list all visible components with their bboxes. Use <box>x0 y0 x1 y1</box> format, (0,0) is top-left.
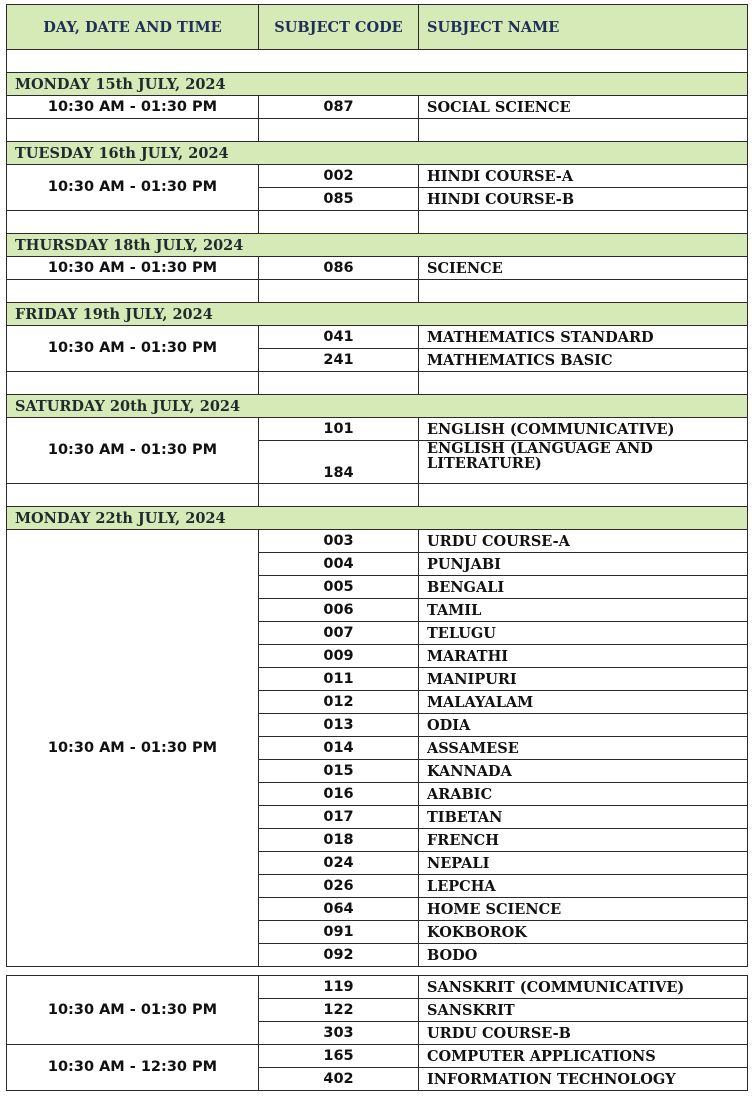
blank-row <box>7 50 748 73</box>
subject-name: FRENCH <box>419 829 748 852</box>
blank-row <box>7 372 748 395</box>
exam-time: 10:30 AM - 01:30 PM <box>7 165 259 211</box>
subject-name: URDU COURSE-A <box>419 530 748 553</box>
exam-time: 10:30 AM - 01:30 PM <box>7 976 259 1045</box>
date-row <box>7 507 748 530</box>
subject-code: 011 <box>259 668 419 691</box>
datesheet-table <box>6 4 748 967</box>
exam-date: MONDAY 15th JULY, 2024 <box>7 73 748 96</box>
subject-name: MANIPURI <box>419 668 748 691</box>
subject-code: 241 <box>259 349 419 372</box>
subject-name: HINDI COURSE-A <box>419 165 748 188</box>
subject-code: 085 <box>259 188 419 211</box>
blank-row <box>7 280 748 303</box>
exam-time: 10:30 AM - 01:30 PM <box>7 418 259 484</box>
table-gap <box>6 967 747 975</box>
subject-name: MALAYALAM <box>419 691 748 714</box>
subject-name: INFORMATION TECHNOLOGY <box>419 1068 748 1091</box>
subject-code: 005 <box>259 576 419 599</box>
subject-code: 017 <box>259 806 419 829</box>
blank-row <box>7 119 748 142</box>
subject-code: 014 <box>259 737 419 760</box>
subject-code: 402 <box>259 1068 419 1091</box>
date-row <box>7 73 748 96</box>
subject-name: URDU COURSE-B <box>419 1022 748 1045</box>
header-subject-name: SUBJECT NAME <box>419 5 748 50</box>
subject-row <box>7 976 748 999</box>
blank-cell <box>7 280 259 303</box>
exam-datesheet <box>6 4 747 1091</box>
subject-name: HOME SCIENCE <box>419 898 748 921</box>
subject-name: LEPCHA <box>419 875 748 898</box>
subject-code: 016 <box>259 783 419 806</box>
blank-cell <box>259 211 419 234</box>
subject-code: 165 <box>259 1045 419 1068</box>
exam-date: FRIDAY 19th JULY, 2024 <box>7 303 748 326</box>
subject-code: 122 <box>259 999 419 1022</box>
subject-name: HINDI COURSE-B <box>419 188 748 211</box>
subject-code: 013 <box>259 714 419 737</box>
subject-name: ENGLISH (COMMUNICATIVE) <box>419 418 748 441</box>
subject-name: MATHEMATICS STANDARD <box>419 326 748 349</box>
blank-cell <box>7 211 259 234</box>
exam-time: 10:30 AM - 01:30 PM <box>7 96 259 119</box>
date-row <box>7 234 748 257</box>
subject-code: 007 <box>259 622 419 645</box>
subject-name: ARABIC <box>419 783 748 806</box>
subject-name: PUNJABI <box>419 553 748 576</box>
subject-code: 184 <box>259 441 419 484</box>
subject-name: SCIENCE <box>419 257 748 280</box>
subject-row <box>7 530 748 553</box>
blank-row <box>7 211 748 234</box>
subject-name: NEPALI <box>419 852 748 875</box>
subject-code: 024 <box>259 852 419 875</box>
subject-code: 018 <box>259 829 419 852</box>
subject-code: 303 <box>259 1022 419 1045</box>
blank-cell <box>259 280 419 303</box>
subject-name: MARATHI <box>419 645 748 668</box>
subject-row <box>7 96 748 119</box>
header-row <box>7 5 748 50</box>
subject-row <box>7 257 748 280</box>
subject-name: MATHEMATICS BASIC <box>419 349 748 372</box>
exam-date: MONDAY 22th JULY, 2024 <box>7 507 748 530</box>
subject-code: 041 <box>259 326 419 349</box>
subject-code: 015 <box>259 760 419 783</box>
subject-code: 009 <box>259 645 419 668</box>
blank-cell <box>7 484 259 507</box>
subject-code: 086 <box>259 257 419 280</box>
exam-date: TUESDAY 16th JULY, 2024 <box>7 142 748 165</box>
subject-name: TELUGU <box>419 622 748 645</box>
continuation-table <box>6 975 748 1091</box>
subject-row <box>7 326 748 349</box>
subject-name: SANSKRIT <box>419 999 748 1022</box>
subject-code: 004 <box>259 553 419 576</box>
subject-name: ENGLISH (LANGUAGE AND LITERATURE) <box>419 441 748 484</box>
exam-time: 10:30 AM - 01:30 PM <box>7 530 259 967</box>
blank-row <box>7 484 748 507</box>
blank-cell <box>419 484 748 507</box>
subject-name: SOCIAL SCIENCE <box>419 96 748 119</box>
subject-code: 026 <box>259 875 419 898</box>
subject-name: BENGALI <box>419 576 748 599</box>
subject-code: 064 <box>259 898 419 921</box>
blank-cell <box>419 211 748 234</box>
exam-date: THURSDAY 18th JULY, 2024 <box>7 234 748 257</box>
subject-name: TAMIL <box>419 599 748 622</box>
subject-name: KOKBOROK <box>419 921 748 944</box>
header-subject-code: SUBJECT CODE <box>259 5 419 50</box>
subject-code: 012 <box>259 691 419 714</box>
subject-row <box>7 1045 748 1068</box>
blank-cell <box>419 280 748 303</box>
subject-code: 119 <box>259 976 419 999</box>
subject-name: KANNADA <box>419 760 748 783</box>
subject-code: 006 <box>259 599 419 622</box>
subject-name: TIBETAN <box>419 806 748 829</box>
blank-cell <box>259 372 419 395</box>
exam-date: SATURDAY 20th JULY, 2024 <box>7 395 748 418</box>
date-row <box>7 142 748 165</box>
subject-row <box>7 165 748 188</box>
subject-name: COMPUTER APPLICATIONS <box>419 1045 748 1068</box>
subject-name: ASSAMESE <box>419 737 748 760</box>
exam-time: 10:30 AM - 01:30 PM <box>7 257 259 280</box>
blank-cell <box>7 372 259 395</box>
subject-name: BODO <box>419 944 748 967</box>
subject-code: 091 <box>259 921 419 944</box>
subject-code: 003 <box>259 530 419 553</box>
date-row <box>7 303 748 326</box>
subject-name: ODIA <box>419 714 748 737</box>
exam-time: 10:30 AM - 01:30 PM <box>7 326 259 372</box>
blank-cell <box>419 372 748 395</box>
subject-code: 101 <box>259 418 419 441</box>
subject-name: SANSKRIT (COMMUNICATIVE) <box>419 976 748 999</box>
blank-cell <box>7 119 259 142</box>
exam-time: 10:30 AM - 12:30 PM <box>7 1045 259 1091</box>
blank-cell <box>7 50 748 73</box>
date-row <box>7 395 748 418</box>
subject-code: 087 <box>259 96 419 119</box>
blank-cell <box>259 484 419 507</box>
blank-cell <box>419 119 748 142</box>
header-day-date-time: DAY, DATE AND TIME <box>7 5 259 50</box>
subject-row <box>7 418 748 441</box>
blank-cell <box>259 119 419 142</box>
subject-code: 092 <box>259 944 419 967</box>
subject-code: 002 <box>259 165 419 188</box>
